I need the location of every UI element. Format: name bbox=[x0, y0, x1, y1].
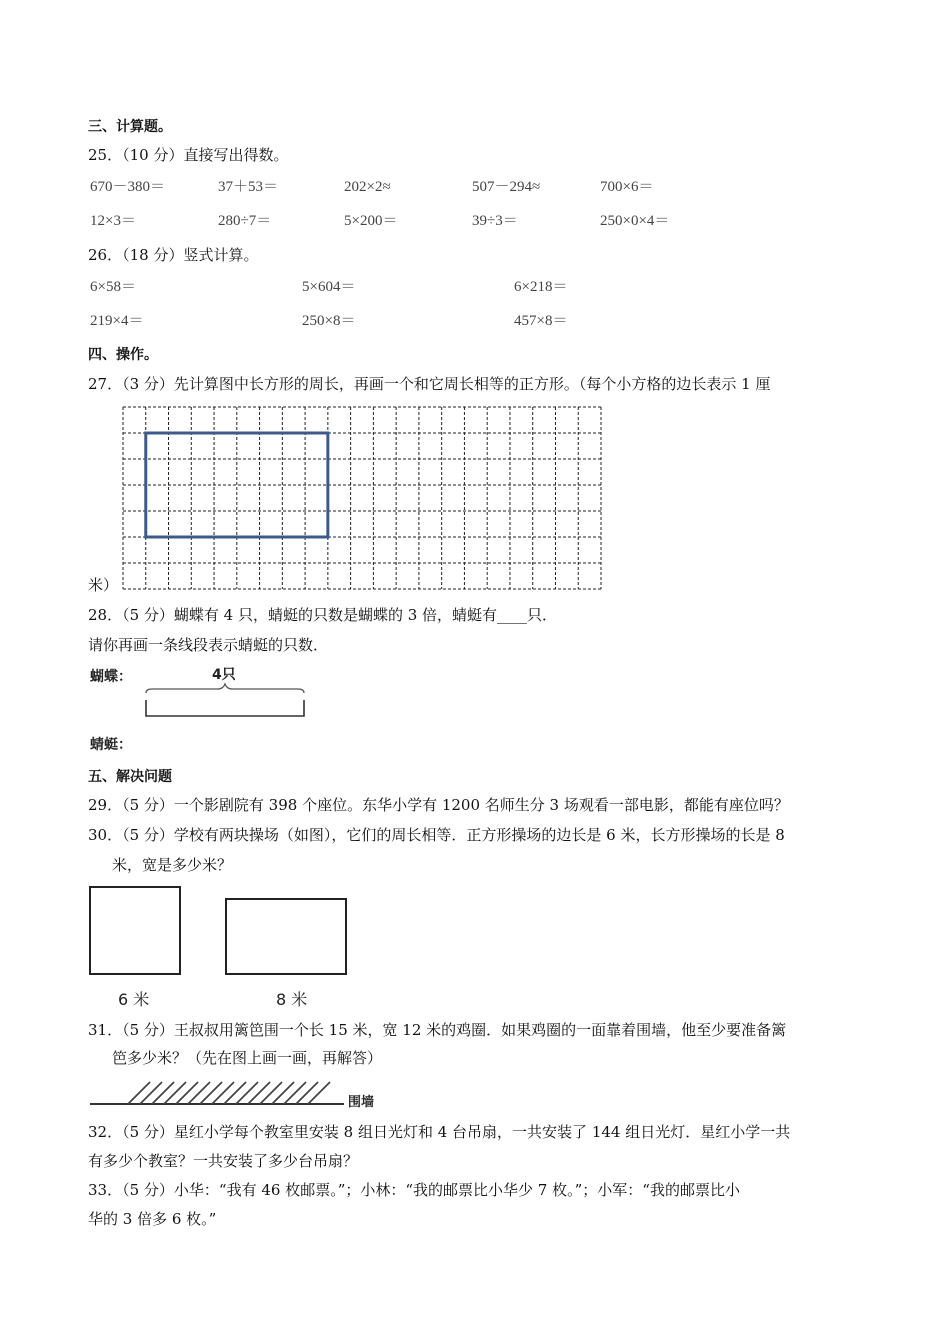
question-31: 31．（5 分）王叔叔用篱笆围一个长 15 米，宽 12 米的鸡圈．如果鸡圈的一面靠着围墙，他至少要准备篱 bbox=[88, 1021, 787, 1039]
wall-hatch bbox=[260, 1082, 282, 1104]
question-31-cont: 笆多少米？（先在图上画一画，再解答） bbox=[112, 1049, 383, 1067]
wall-hatch bbox=[212, 1082, 234, 1104]
butterfly-label: 蝴蝶： bbox=[90, 669, 132, 685]
wall-hatch bbox=[284, 1082, 306, 1104]
dragonfly-label: 蜻蜓： bbox=[90, 737, 132, 753]
wall-hatch bbox=[308, 1082, 330, 1104]
question-25: 25．（10 分）直接写出得数。 bbox=[88, 146, 289, 164]
question-32: 32．（5 分）星红小学每个教室里安装 8 组日光灯和 4 台吊扇，一共安装了 144 组日光灯．星红小学一共 bbox=[88, 1123, 791, 1141]
calc-item: 5×604＝ bbox=[302, 279, 356, 295]
question-32-cont: 有多少个教室？一共安装了多少台吊扇？ bbox=[88, 1152, 359, 1170]
calc-item: 250×8＝ bbox=[302, 313, 356, 329]
question-33-cont: 华的 3 倍多 6 枚。” bbox=[88, 1210, 217, 1228]
calc-item: 6×58＝ bbox=[90, 279, 136, 295]
question-30-cont: 米，宽是多少米？ bbox=[112, 856, 233, 874]
calc-item: 250×0×4＝ bbox=[600, 213, 670, 229]
wall-hatch bbox=[188, 1082, 210, 1104]
butterfly-count-label: 4只 bbox=[212, 667, 236, 683]
section-3-title: 三、计算题。 bbox=[88, 119, 172, 135]
calc-item: 457×8＝ bbox=[514, 313, 568, 329]
wall-hatch bbox=[152, 1082, 174, 1104]
calc-item: 507－294≈ bbox=[472, 179, 541, 195]
question-29: 29．（5 分）一个影剧院有 398 个座位。东华小学有 1200 名师生分 3 场观看一部电影，都能有座位吗？ bbox=[88, 796, 789, 814]
wall-hatch bbox=[272, 1082, 294, 1104]
calc-item: 6×218＝ bbox=[514, 279, 568, 295]
question-27: 27．（3 分）先计算图中长方形的周长，再画一个和它周长相等的正方形。（每个小方格的边长表示 1 厘 bbox=[88, 375, 771, 393]
wall-hatch bbox=[248, 1082, 270, 1104]
wall-hatch bbox=[140, 1082, 162, 1104]
wall-hatch bbox=[164, 1082, 186, 1104]
calc-item: 219×4＝ bbox=[90, 313, 144, 329]
rectangle-length-label: 8 米 bbox=[276, 990, 308, 1009]
question-28: 28．（5 分）蝴蝶有 4 只，蜻蜓的只数是蝴蝶的 3 倍，蜻蜓有____只． bbox=[88, 606, 558, 624]
calc-item: 280÷7＝ bbox=[218, 213, 272, 229]
wall-hatch bbox=[176, 1082, 198, 1104]
question-33: 33．（5 分）小华：“我有 46 枚邮票。”；小林：“我的邮票比小华少 7 枚。”；小军：“我的邮票比小 bbox=[88, 1181, 740, 1199]
calc-item: 37＋53＝ bbox=[218, 179, 279, 195]
wall-hatch bbox=[128, 1082, 150, 1104]
section-4-title: 四、操作。 bbox=[88, 347, 158, 363]
question-30: 30．（5 分）学校有两块操场（如图），它们的周长相等．正方形操场的边长是 6 米，长方形操场的长是 8 bbox=[88, 826, 785, 844]
section-5-title: 五、解决问题 bbox=[88, 769, 172, 785]
wall-hatch bbox=[236, 1082, 258, 1104]
question-28-cont: 请你再画一条线段表示蜻蜓的只数． bbox=[88, 636, 329, 654]
question-27-cont: 米） bbox=[88, 576, 119, 594]
calc-item: 12×3＝ bbox=[90, 213, 136, 229]
square-side-label: 6 米 bbox=[118, 990, 150, 1009]
calc-item: 5×200＝ bbox=[344, 213, 398, 229]
question-26: 26．（18 分）竖式计算。 bbox=[88, 246, 259, 264]
calc-item: 202×2≈ bbox=[344, 179, 391, 195]
calc-item: 700×6＝ bbox=[600, 179, 654, 195]
calc-item: 39÷3＝ bbox=[472, 213, 518, 229]
wall-hatch bbox=[200, 1082, 222, 1104]
wall-hatch bbox=[296, 1082, 318, 1104]
wall-label: 围墙 bbox=[348, 1095, 375, 1110]
wall-hatch bbox=[224, 1082, 246, 1104]
calc-item: 670－380＝ bbox=[90, 179, 166, 195]
